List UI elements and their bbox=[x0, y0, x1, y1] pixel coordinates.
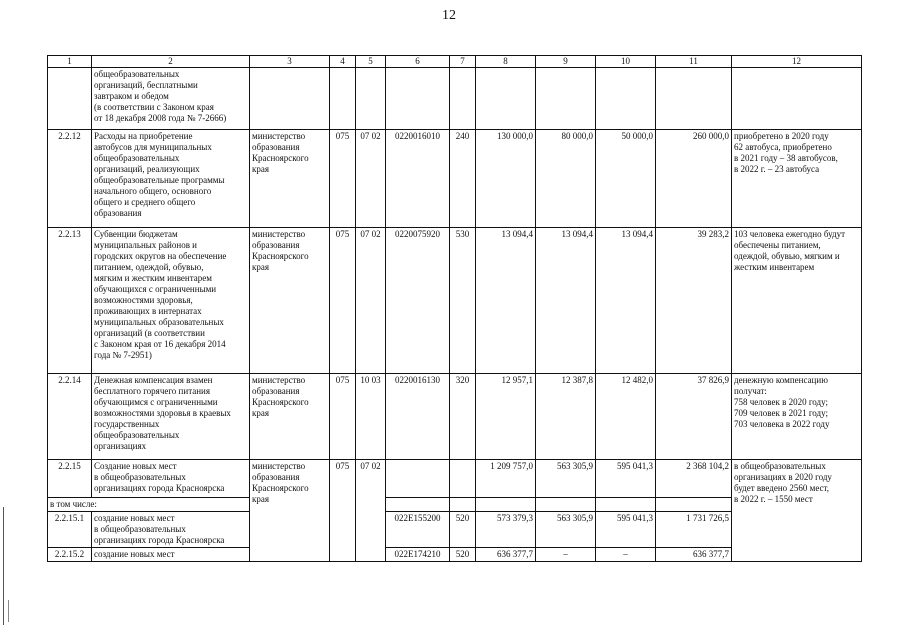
grbs-code: 075 bbox=[330, 130, 356, 228]
column-header: 9 bbox=[536, 56, 596, 68]
column-header: 5 bbox=[356, 56, 386, 68]
section-code: 07 02 bbox=[356, 130, 386, 228]
administrator: министерство образования Красноярского края bbox=[250, 460, 330, 562]
expected-result: 103 человека ежегодно будут обеспечены питанием, одеждой, обувью, мягким и жестким инвентарем bbox=[732, 228, 862, 374]
table-row bbox=[48, 228, 862, 374]
amount-2021: 563 305,9 bbox=[536, 512, 596, 548]
column-header: 1 bbox=[48, 56, 92, 68]
amount-2021: – bbox=[536, 548, 596, 562]
including-label: в том числе: bbox=[48, 498, 250, 512]
amount-total: 37 826,9 bbox=[656, 374, 732, 460]
expense-type-code: 240 bbox=[450, 130, 476, 228]
row-number: 2.2.15.1 bbox=[48, 512, 92, 548]
grbs-code: 075 bbox=[330, 374, 356, 460]
activity-name: Субвенции бюджетам муниципальных районов и городских округов на обеспечение питанием, одеждой, обувью, мягким и жестким инвентарем обучающихся с ограниченными возможностями здоровья, проживающих в интернатах муниципальных образовательных организаций (в соответствии с Законом края от 16 декабря 2014 года № 7-2951) bbox=[92, 228, 250, 374]
column-header-row bbox=[48, 56, 862, 68]
amount-total: 260 000,0 bbox=[656, 130, 732, 228]
table-row bbox=[48, 374, 862, 460]
amount-2020: 13 094,4 bbox=[476, 228, 536, 374]
amount-2022: 12 482,0 bbox=[596, 374, 656, 460]
row-number: 2.2.14 bbox=[48, 374, 92, 460]
target-article-code: 022E155200 bbox=[386, 512, 450, 548]
amount-2021: 80 000,0 bbox=[536, 130, 596, 228]
target-article-code: 0220016130 bbox=[386, 374, 450, 460]
column-header: 8 bbox=[476, 56, 536, 68]
expected-result: в общеобразовательных организациях в 2020 году будет введено 2560 мест, в 2022 г. – 1550 мест bbox=[732, 460, 862, 562]
amount-2021: 12 387,8 bbox=[536, 374, 596, 460]
column-header: 6 bbox=[386, 56, 450, 68]
activity-name: Денежная компенсация взамен бесплатного горячего питания обучающимся с ограниченными возможностями здоровья в краевых государственных общеобразовательных организациях bbox=[92, 374, 250, 460]
amount-2022: 50 000,0 bbox=[596, 130, 656, 228]
activity-name: создание новых мест в общеобразовательных организациях города Красноярска bbox=[92, 512, 250, 548]
expected-result: денежную компенсацию получат: 758 человек в 2020 году; 709 человек в 2021 году; 703 человека в 2022 году bbox=[732, 374, 862, 460]
expense-type-code: 520 bbox=[450, 512, 476, 548]
scan-edge-mark bbox=[8, 600, 9, 622]
amount-2020: 1 209 757,0 bbox=[476, 460, 536, 498]
section-code: 07 02 bbox=[356, 460, 386, 562]
administrator: министерство образования Красноярского края bbox=[250, 228, 330, 374]
section-code: 10 03 bbox=[356, 374, 386, 460]
amount-total: 39 283,2 bbox=[656, 228, 732, 374]
expense-type-code: 530 bbox=[450, 228, 476, 374]
activity-name: Расходы на приобретение автобусов для муниципальных общеобразовательных организаций, реализующих общеобразовательные программы начального общего, основного общего и среднего общего образования bbox=[92, 130, 250, 228]
row-number: 2.2.12 bbox=[48, 130, 92, 228]
target-article-code: 0220075920 bbox=[386, 228, 450, 374]
row-number: 2.2.15 bbox=[48, 460, 92, 498]
column-header: 12 bbox=[732, 56, 862, 68]
amount-2020: 636 377,7 bbox=[476, 548, 536, 562]
amount-2021: 13 094,4 bbox=[536, 228, 596, 374]
column-header: 4 bbox=[330, 56, 356, 68]
grbs-code: 075 bbox=[330, 228, 356, 374]
grbs-code: 075 bbox=[330, 460, 356, 562]
amount-2020: 573 379,3 bbox=[476, 512, 536, 548]
column-header: 10 bbox=[596, 56, 656, 68]
column-header: 7 bbox=[450, 56, 476, 68]
amount-total: 1 731 726,5 bbox=[656, 512, 732, 548]
amount-total: 636 377,7 bbox=[656, 548, 732, 562]
administrator: министерство образования Красноярского края bbox=[250, 130, 330, 228]
target-article-code: 0220016010 bbox=[386, 130, 450, 228]
amount-total: 2 368 104,2 bbox=[656, 460, 732, 498]
row-number: 2.2.15.2 bbox=[48, 548, 92, 562]
amount-2022: – bbox=[596, 548, 656, 562]
table-row bbox=[48, 460, 862, 498]
activity-name: общеобразовательных организаций, бесплатными завтраком и обедом (в соответствии с Законом края от 18 декабря 2008 года № 7-2666) bbox=[92, 68, 250, 130]
section-code: 07 02 bbox=[356, 228, 386, 374]
activity-name: Создание новых мест в общеобразовательных организациях города Красноярска bbox=[92, 460, 250, 498]
activity-name: создание новых мест bbox=[92, 548, 250, 562]
row-number: 2.2.13 bbox=[48, 228, 92, 374]
amount-2022: 595 041,3 bbox=[596, 512, 656, 548]
scan-edge-mark bbox=[3, 507, 4, 625]
amount-2021: 563 305,9 bbox=[536, 460, 596, 498]
target-article-code: 022E174210 bbox=[386, 548, 450, 562]
table-row bbox=[48, 130, 862, 228]
expense-type-code: 520 bbox=[450, 548, 476, 562]
expected-result: приобретено в 2020 году 62 автобуса, приобретено в 2021 году – 38 автобусов, в 2022 г. – 23 автобуса bbox=[732, 130, 862, 228]
column-header: 11 bbox=[656, 56, 732, 68]
amount-2020: 12 957,1 bbox=[476, 374, 536, 460]
column-header: 3 bbox=[250, 56, 330, 68]
budget-table bbox=[47, 55, 862, 562]
expense-type-code: 320 bbox=[450, 374, 476, 460]
amount-2022: 595 041,3 bbox=[596, 460, 656, 498]
administrator: министерство образования Красноярского края bbox=[250, 374, 330, 460]
amount-2022: 13 094,4 bbox=[596, 228, 656, 374]
table-row bbox=[48, 68, 862, 130]
column-header: 2 bbox=[92, 56, 250, 68]
amount-2020: 130 000,0 bbox=[476, 130, 536, 228]
page-number: 12 bbox=[442, 8, 456, 23]
